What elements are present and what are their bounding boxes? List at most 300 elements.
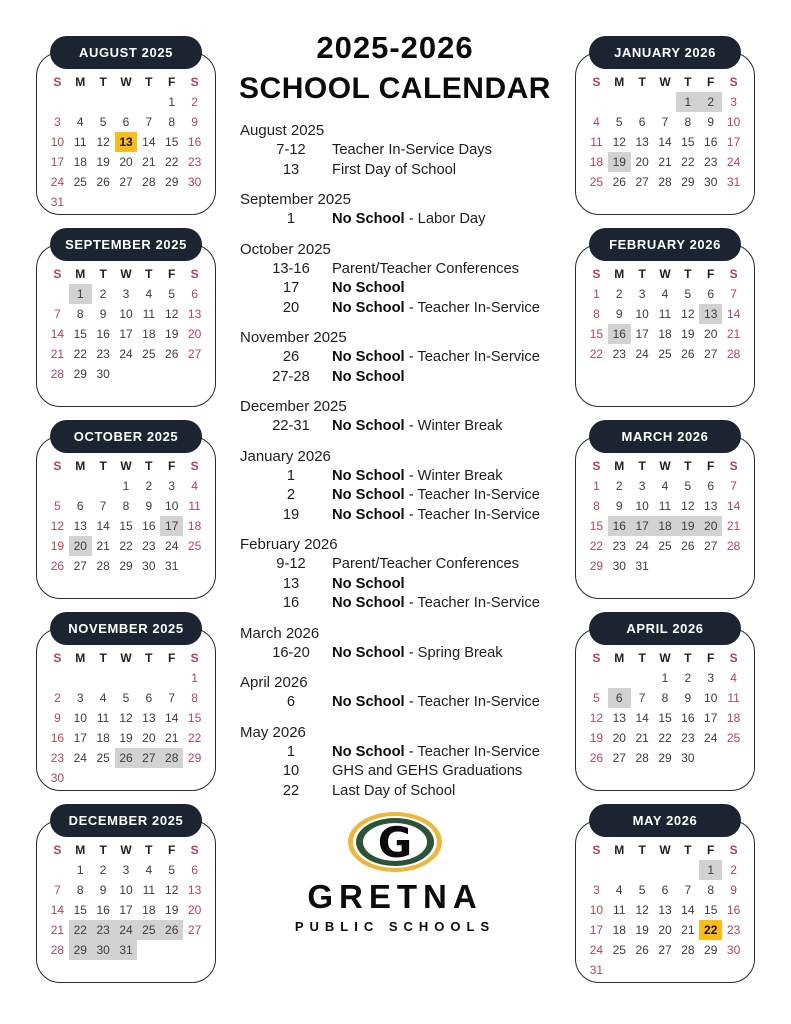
g-oval-logo-icon	[348, 812, 442, 872]
day-cell: 12	[681, 307, 695, 321]
day-cell: 22	[165, 155, 179, 169]
day-cell: 28	[160, 748, 183, 768]
day-cell: 6	[122, 115, 130, 129]
day-cell: 24	[635, 347, 649, 361]
day-cell: 18	[96, 731, 110, 745]
day-cell: 19	[165, 327, 179, 341]
day-cell: 5	[168, 863, 176, 877]
event-month-label: August 2025	[240, 122, 325, 139]
day-cell: 8	[122, 499, 130, 513]
day-cell: 10	[119, 307, 133, 321]
day-cell: 22	[187, 731, 202, 745]
day-cell: 6	[191, 287, 198, 301]
event-description: Teacher In-Service Days	[332, 142, 492, 158]
calendar-grid	[46, 264, 206, 384]
day-cell: 30	[92, 940, 115, 960]
event-row	[228, 368, 562, 388]
event-section	[228, 191, 562, 230]
day-cell: 15	[589, 327, 604, 341]
day-cell: 8	[684, 115, 692, 129]
day-cell: 17	[631, 516, 654, 536]
day-cell: 7	[145, 115, 153, 129]
weekday-header: F	[168, 651, 176, 665]
day-cell: 30	[704, 175, 718, 189]
day-cell: 1	[676, 92, 699, 112]
day-cell: 7	[168, 691, 176, 705]
day-cell: 16	[681, 711, 695, 725]
day-cell: 29	[681, 175, 695, 189]
day-cell: 4	[593, 115, 600, 129]
day-cell: 26	[635, 943, 649, 957]
day-cell: 19	[96, 155, 110, 169]
event-dates: 10	[282, 763, 300, 779]
day-cell: 28	[635, 751, 649, 765]
event-dates: 20	[282, 299, 300, 316]
day-cell: 14	[635, 711, 649, 725]
day-cell: 13	[704, 499, 718, 513]
day-cell: 25	[726, 731, 741, 745]
event-row	[228, 506, 562, 526]
day-cell: 26	[115, 748, 138, 768]
day-cell: 8	[593, 499, 600, 513]
day-cell: 27	[612, 751, 626, 765]
day-cell: 7	[730, 287, 737, 301]
day-cell: 4	[145, 287, 153, 301]
event-description: Parent/Teacher Conferences	[332, 260, 519, 277]
day-cell: 8	[76, 883, 84, 897]
day-cell: 12	[119, 711, 133, 725]
month-grid-november-2025	[36, 628, 216, 791]
center-column	[228, 30, 562, 934]
day-cell: 2	[145, 479, 153, 493]
logo-letter-g: G	[377, 817, 413, 867]
day-cell: 3	[730, 95, 737, 109]
day-cell: 12	[96, 135, 110, 149]
event-section	[228, 329, 562, 387]
day-cell: 13	[187, 307, 202, 321]
day-cell: 10	[165, 499, 179, 513]
day-cell: 23	[92, 920, 115, 940]
calendar-grid	[46, 648, 206, 788]
day-cell: 3	[593, 883, 600, 897]
month-card-october-2025	[36, 420, 216, 599]
day-cell: 3	[76, 691, 84, 705]
day-cell: 24	[115, 920, 138, 940]
weekday-header: S	[729, 267, 738, 281]
left-month-column	[36, 36, 216, 996]
event-description: No School	[332, 368, 405, 385]
day-cell: 17	[589, 923, 604, 937]
month-card-april-2026	[575, 612, 755, 791]
day-cell: 11	[96, 711, 110, 725]
event-dates: 7-12	[276, 142, 306, 158]
logo-district-name: GRETNA	[307, 878, 483, 915]
weekday-header: T	[684, 75, 692, 89]
day-cell: 14	[142, 135, 156, 149]
day-cell: 16	[96, 903, 110, 917]
weekday-header: S	[190, 651, 199, 665]
day-cell: 28	[142, 175, 156, 189]
event-description: No School	[332, 575, 405, 592]
day-cell: 13	[635, 135, 649, 149]
day-cell: 24	[726, 155, 741, 169]
day-cell: 21	[50, 347, 65, 361]
day-cell: 9	[54, 711, 61, 725]
weekday-header: T	[145, 75, 153, 89]
day-cell: 30	[612, 559, 626, 573]
day-cell: 16	[704, 135, 718, 149]
empty-day-cell	[585, 92, 608, 112]
weekday-header: W	[120, 267, 132, 281]
weekday-header: S	[53, 651, 62, 665]
event-month-label: February 2026	[240, 536, 338, 553]
weekday-header: T	[638, 651, 646, 665]
event-description: No School - Teacher In-Service	[332, 595, 540, 611]
day-cell: 25	[658, 347, 672, 361]
day-cell: 17	[119, 903, 133, 917]
day-cell: 12	[165, 883, 179, 897]
day-cell: 9	[191, 115, 198, 129]
day-cell: 4	[145, 863, 153, 877]
day-cell: 3	[122, 287, 130, 301]
day-cell: 13	[115, 132, 138, 152]
day-cell: 16	[96, 327, 110, 341]
day-cell: 20	[69, 536, 92, 556]
day-cell: 15	[658, 711, 672, 725]
empty-day-cell	[654, 860, 677, 880]
day-cell: 21	[635, 731, 649, 745]
event-month-label: December 2025	[240, 398, 347, 415]
month-header-august-2025: AUGUST 2025	[50, 36, 202, 69]
day-cell: 5	[593, 691, 600, 705]
event-description: No School - Winter Break	[332, 467, 503, 484]
day-cell: 6	[707, 287, 715, 301]
day-cell: 14	[50, 327, 65, 341]
day-cell: 15	[681, 135, 695, 149]
day-cell: 7	[99, 499, 107, 513]
weekday-header: T	[638, 75, 646, 89]
weekday-header: T	[145, 267, 153, 281]
event-row	[228, 644, 562, 664]
day-cell: 1	[593, 479, 600, 493]
day-cell: 28	[726, 347, 741, 361]
month-card-august-2025	[36, 36, 216, 215]
empty-day-cell	[92, 476, 115, 496]
day-cell: 18	[726, 711, 741, 725]
day-cell: 18	[589, 155, 604, 169]
day-cell: 30	[726, 943, 741, 957]
event-dates: 19	[282, 506, 300, 523]
day-cell: 22	[681, 155, 695, 169]
day-cell: 1	[69, 284, 92, 304]
weekday-header: M	[614, 459, 625, 473]
event-description: GHS and GEHS Graduations	[332, 763, 523, 779]
month-header-january-2026: JANUARY 2026	[589, 36, 741, 69]
day-cell: 25	[658, 539, 672, 553]
day-cell: 5	[168, 287, 176, 301]
day-cell: 19	[676, 516, 699, 536]
day-cell: 27	[704, 539, 718, 553]
weekday-header: S	[53, 843, 62, 857]
day-cell: 23	[142, 539, 156, 553]
day-cell: 28	[658, 175, 672, 189]
day-cell: 26	[589, 751, 604, 765]
day-cell: 18	[73, 155, 87, 169]
day-cell: 24	[589, 943, 604, 957]
day-cell: 30	[681, 751, 695, 765]
empty-day-cell	[115, 92, 138, 112]
day-cell: 8	[707, 883, 715, 897]
day-cell: 9	[684, 691, 692, 705]
day-cell: 11	[74, 135, 87, 149]
weekday-header: T	[145, 843, 153, 857]
month-card-september-2025	[36, 228, 216, 407]
weekday-header: F	[707, 843, 715, 857]
day-cell: 13	[612, 711, 626, 725]
page-title-years: 2025-2026	[316, 30, 474, 65]
day-cell: 31	[115, 940, 138, 960]
day-cell: 14	[50, 903, 65, 917]
day-cell: 27	[635, 175, 649, 189]
day-cell: 11	[590, 135, 603, 149]
day-cell: 30	[96, 367, 110, 381]
weekday-header: F	[168, 843, 176, 857]
event-section	[228, 724, 562, 802]
event-month-label: April 2026	[240, 674, 308, 691]
day-cell: 2	[191, 95, 198, 109]
weekday-header: S	[190, 459, 199, 473]
empty-day-cell	[69, 668, 92, 688]
day-cell: 12	[635, 903, 649, 917]
event-row	[228, 594, 562, 614]
day-cell: 16	[187, 135, 202, 149]
weekday-header: F	[707, 459, 715, 473]
event-row	[228, 210, 562, 230]
day-cell: 25	[187, 539, 202, 553]
weekday-header: F	[707, 267, 715, 281]
empty-day-cell	[585, 668, 608, 688]
weekday-header: S	[190, 843, 199, 857]
day-cell: 20	[119, 155, 133, 169]
calendar-grid	[585, 456, 745, 576]
weekday-header: T	[684, 459, 692, 473]
day-cell: 21	[726, 327, 741, 341]
weekday-header: F	[707, 651, 715, 665]
event-description: No School - Teacher In-Service	[332, 299, 540, 316]
day-cell: 4	[730, 671, 737, 685]
day-cell: 14	[658, 135, 672, 149]
day-cell: 27	[187, 923, 202, 937]
day-cell: 29	[187, 751, 202, 765]
day-cell: 27	[187, 347, 202, 361]
day-cell: 18	[187, 519, 202, 533]
empty-day-cell	[608, 860, 631, 880]
month-grid-february-2026	[575, 244, 755, 407]
day-cell: 7	[684, 883, 692, 897]
day-cell: 14	[165, 711, 179, 725]
day-cell: 20	[635, 155, 649, 169]
empty-day-cell	[631, 860, 654, 880]
day-cell: 31	[726, 175, 741, 189]
calendar-grid	[585, 648, 745, 768]
day-cell: 10	[589, 903, 604, 917]
day-cell: 22	[658, 731, 672, 745]
month-grid-september-2025	[36, 244, 216, 407]
day-cell: 5	[99, 115, 107, 129]
event-description: No School - Teacher In-Service	[332, 487, 540, 503]
day-cell: 19	[635, 923, 649, 937]
empty-day-cell	[585, 860, 608, 880]
weekday-header: M	[614, 75, 625, 89]
event-dates: 6	[286, 694, 296, 710]
empty-day-cell	[160, 668, 183, 688]
weekday-header: M	[75, 459, 86, 473]
weekday-header: M	[75, 843, 86, 857]
day-cell: 27	[119, 175, 133, 189]
day-cell: 31	[50, 195, 65, 209]
day-cell: 26	[50, 559, 65, 573]
day-cell: 8	[191, 691, 198, 705]
weekday-header: W	[120, 459, 132, 473]
event-row	[228, 417, 562, 437]
day-cell: 31	[165, 559, 179, 573]
day-cell: 29	[69, 940, 92, 960]
event-dates: 2	[286, 487, 296, 503]
weekday-header: S	[592, 267, 601, 281]
event-dates: 16-20	[272, 644, 310, 661]
empty-day-cell	[137, 92, 160, 112]
month-grid-march-2026	[575, 436, 755, 599]
day-cell: 29	[589, 559, 604, 573]
event-month-label: September 2025	[240, 191, 351, 208]
weekday-header: S	[190, 267, 199, 281]
event-description: No School - Teacher In-Service	[332, 694, 540, 710]
empty-day-cell	[46, 860, 69, 880]
month-card-march-2026	[575, 420, 755, 599]
event-row	[228, 782, 562, 802]
event-month-label: January 2026	[240, 447, 331, 465]
event-section	[228, 122, 562, 180]
weekday-header: M	[614, 267, 625, 281]
day-cell: 14	[96, 519, 110, 533]
month-header-december-2025: DECEMBER 2025	[50, 804, 202, 837]
day-cell: 30	[142, 559, 156, 573]
day-cell: 1	[699, 860, 722, 880]
day-cell: 18	[658, 327, 672, 341]
month-header-october-2025: OCTOBER 2025	[50, 420, 202, 453]
empty-day-cell	[69, 476, 92, 496]
day-cell: 25	[96, 751, 110, 765]
day-cell: 1	[168, 95, 176, 109]
day-cell: 21	[726, 519, 741, 533]
day-cell: 6	[638, 115, 646, 129]
day-cell: 1	[76, 863, 84, 877]
day-cell: 17	[160, 516, 183, 536]
day-cell: 22	[589, 539, 604, 553]
day-cell: 18	[142, 327, 156, 341]
event-dates: 13	[282, 575, 300, 592]
day-cell: 23	[50, 751, 65, 765]
day-cell: 26	[612, 175, 626, 189]
day-cell: 11	[727, 691, 740, 705]
calendar-grid	[46, 456, 206, 576]
day-cell: 3	[707, 671, 715, 685]
month-header-april-2026: APRIL 2026	[589, 612, 741, 645]
day-cell: 9	[99, 883, 107, 897]
event-month-label: October 2025	[240, 240, 331, 258]
day-cell: 21	[50, 923, 65, 937]
event-row	[228, 575, 562, 595]
day-cell: 22	[699, 920, 722, 940]
day-cell: 20	[612, 731, 626, 745]
month-header-march-2026: MARCH 2026	[589, 420, 741, 453]
day-cell: 2	[99, 863, 107, 877]
event-section	[228, 448, 562, 526]
day-cell: 5	[684, 479, 692, 493]
day-cell: 18	[612, 923, 626, 937]
day-cell: 17	[73, 731, 87, 745]
weekday-header: T	[684, 651, 692, 665]
event-row	[228, 279, 562, 299]
weekday-header: W	[659, 843, 671, 857]
event-dates: 1	[286, 743, 296, 760]
day-cell: 13	[187, 883, 202, 897]
day-cell: 24	[704, 731, 718, 745]
weekday-header: W	[120, 75, 132, 89]
weekday-header: W	[659, 459, 671, 473]
day-cell: 15	[187, 711, 202, 725]
weekday-header: T	[684, 267, 692, 281]
day-cell: 24	[165, 539, 179, 553]
day-cell: 26	[681, 347, 695, 361]
day-cell: 24	[635, 539, 649, 553]
month-card-may-2026	[575, 804, 755, 983]
day-cell: 31	[589, 963, 604, 977]
day-cell: 29	[704, 943, 718, 957]
day-cell: 13	[73, 519, 87, 533]
day-cell: 29	[119, 559, 133, 573]
day-cell: 9	[730, 883, 737, 897]
weekday-header: F	[168, 267, 176, 281]
event-row	[228, 555, 562, 575]
month-grid-may-2026	[575, 820, 755, 983]
weekday-header: S	[592, 459, 601, 473]
day-cell: 9	[145, 499, 153, 513]
event-dates: 27-28	[272, 368, 310, 385]
weekday-header: M	[75, 267, 86, 281]
day-cell: 27	[137, 748, 160, 768]
empty-day-cell	[92, 92, 115, 112]
day-cell: 2	[615, 479, 623, 493]
day-cell: 6	[191, 863, 198, 877]
day-cell: 7	[54, 307, 61, 321]
day-cell: 16	[608, 324, 631, 344]
day-cell: 19	[50, 539, 65, 553]
weekday-header: W	[120, 843, 132, 857]
day-cell: 10	[704, 691, 718, 705]
day-cell: 9	[707, 115, 715, 129]
day-cell: 21	[96, 539, 110, 553]
weekday-header: W	[659, 651, 671, 665]
day-cell: 1	[191, 671, 198, 685]
day-cell: 16	[726, 903, 741, 917]
day-cell: 14	[726, 307, 741, 321]
day-cell: 17	[119, 327, 133, 341]
day-cell: 19	[681, 327, 695, 341]
event-row	[228, 693, 562, 713]
empty-day-cell	[46, 668, 69, 688]
day-cell: 20	[187, 327, 202, 341]
